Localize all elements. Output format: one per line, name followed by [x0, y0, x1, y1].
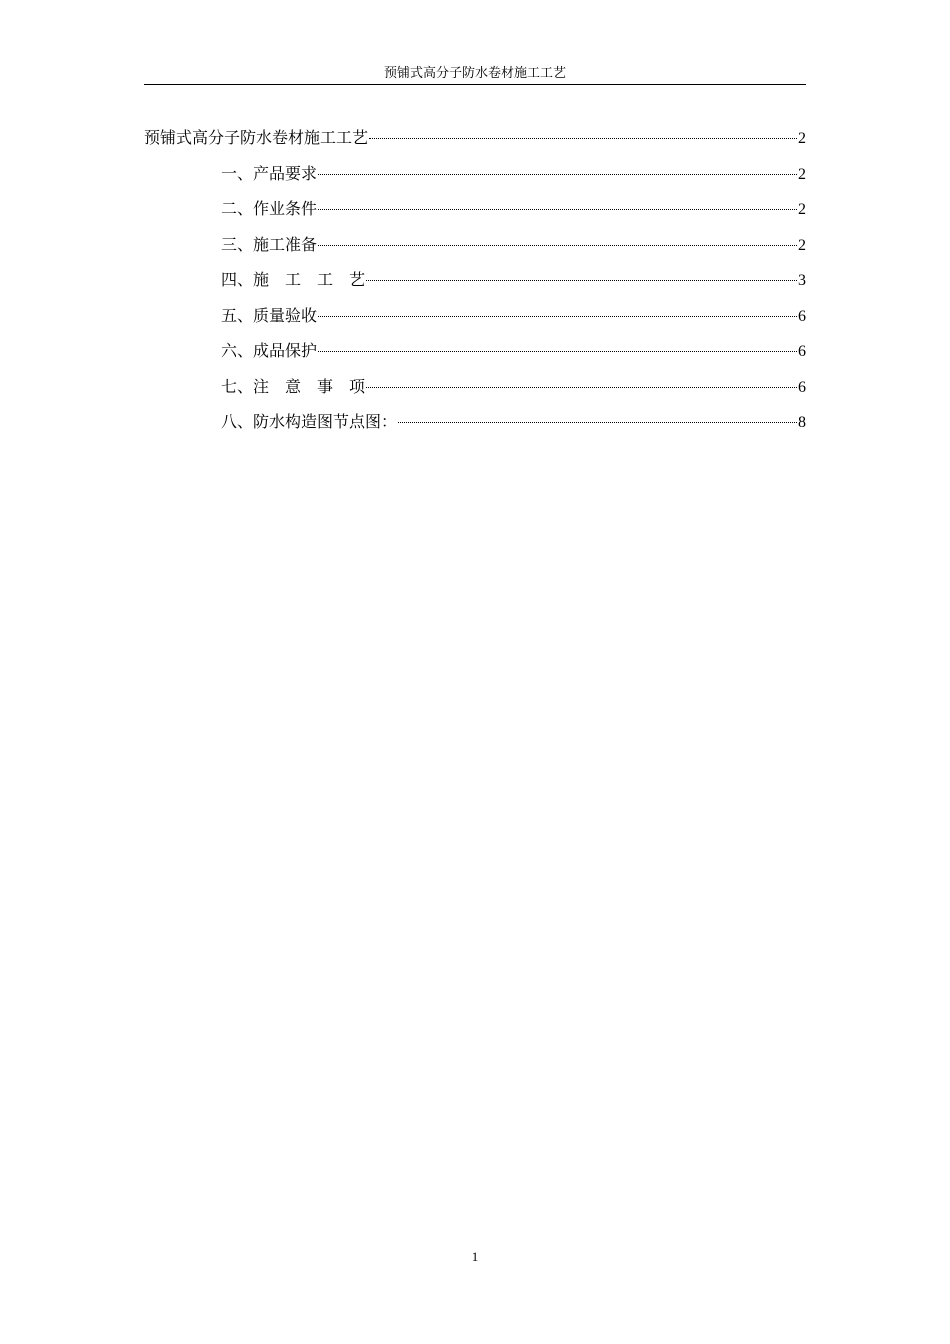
toc-dot-leader — [369, 138, 797, 139]
toc-entry-label: 六、成品保护 — [221, 341, 318, 360]
toc-entry[interactable] — [144, 371, 806, 407]
toc-entry-label: 二、作业条件 — [221, 199, 318, 218]
toc-dot-leader — [318, 316, 797, 317]
toc-dot-leader — [318, 245, 797, 246]
toc-dot-leader — [318, 209, 797, 210]
toc-entry[interactable] — [144, 335, 806, 371]
toc-entry[interactable] — [144, 158, 806, 194]
toc-entry-page: 2 — [798, 165, 806, 183]
page-number: 1 — [471, 1249, 479, 1264]
toc-entry[interactable] — [144, 122, 806, 158]
toc-entry-label: 三、施工准备 — [221, 234, 318, 254]
toc-entry[interactable] — [144, 193, 806, 229]
toc-entry-label: 八、防水构造图节点图： — [221, 412, 398, 431]
toc-dot-leader — [398, 422, 797, 423]
toc-entry-page: 6 — [798, 307, 806, 325]
toc-entry-page: 8 — [798, 414, 806, 431]
toc-entry-page: 6 — [798, 343, 806, 360]
toc-entry[interactable] — [144, 264, 806, 300]
page-footer — [0, 1248, 950, 1266]
toc-entry[interactable] — [144, 300, 806, 336]
toc-dot-leader — [318, 351, 797, 352]
toc-dot-leader — [366, 387, 797, 388]
page-header — [144, 64, 806, 85]
toc-entry-label: 五、质量验收 — [221, 305, 318, 325]
toc-entry-page: 3 — [798, 272, 806, 289]
toc-dot-leader — [318, 174, 797, 175]
toc-entry-page: 2 — [798, 130, 806, 147]
toc-entry-page: 6 — [798, 378, 806, 396]
table-of-contents — [144, 122, 806, 442]
toc-entry[interactable] — [144, 406, 806, 442]
toc-entry-label: 预铺式高分子防水卷材施工工艺 — [144, 128, 369, 147]
header-title: 预铺式高分子防水卷材施工工艺 — [383, 66, 566, 81]
toc-entry-label: 七、注 意 事 项 — [221, 376, 366, 396]
toc-entry-page: 2 — [798, 201, 806, 218]
toc-dot-leader — [366, 280, 797, 281]
toc-entry-label: 四、施 工 工 艺 — [221, 270, 366, 289]
toc-entry-label: 一、产品要求 — [221, 163, 318, 183]
toc-entry-page: 2 — [798, 236, 806, 254]
toc-entry[interactable] — [144, 229, 806, 265]
